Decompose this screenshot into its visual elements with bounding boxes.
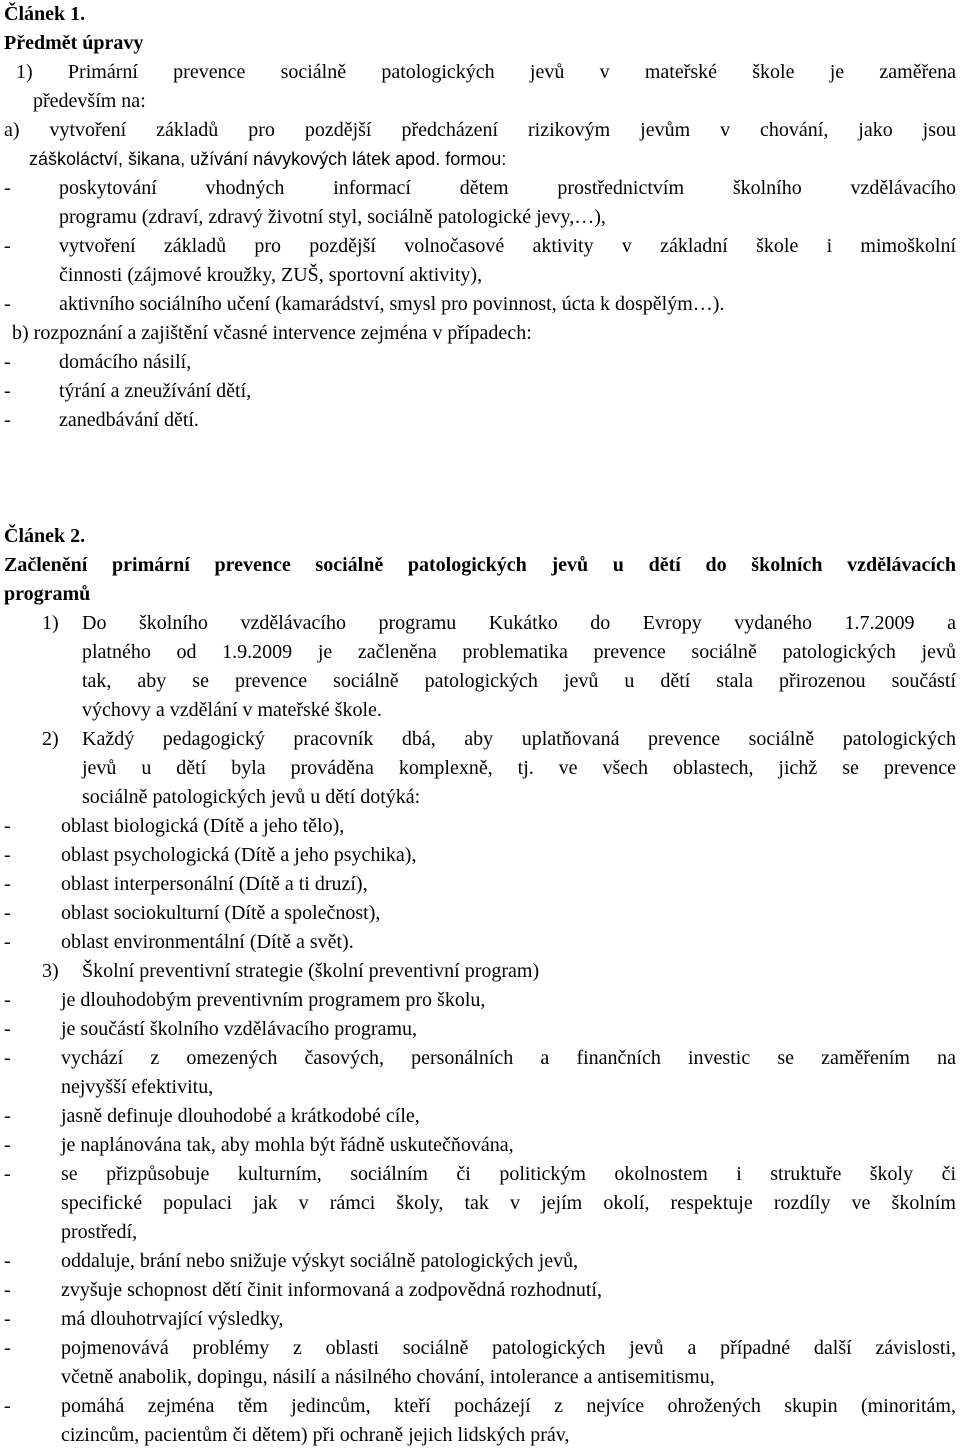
list-dash: - — [4, 177, 11, 199]
paragraph-number: 2) — [42, 728, 59, 750]
item-text-cont: záškoláctví, šikana, užívání návykových látek apod. formou: — [29, 149, 507, 169]
list-dash: - — [4, 1105, 11, 1127]
article-2-paragraph-3 — [4, 957, 956, 986]
list-dash: - — [4, 351, 11, 373]
list-item — [4, 1160, 956, 1247]
item-text: vytvoření základů pro pozdější předcházení rizikovým jevům v chování, jako jsou — [49, 119, 957, 141]
list-item-text: prostředí, — [61, 1221, 138, 1243]
list-dash: - — [4, 293, 11, 315]
document-page — [4, 0, 956, 1450]
paragraph-number: 3) — [42, 960, 59, 982]
article-1-title: Předmět úpravy — [4, 32, 144, 54]
paragraph-text-cont: především na: — [33, 90, 146, 112]
list-item-text: je dlouhodobým preventivním programem pro školu, — [61, 989, 486, 1011]
list-item — [4, 1276, 956, 1305]
list-dash: - — [4, 1337, 11, 1359]
list-item-text: cizincům, pacientům či dětem) při ochraně jejich lidských práv, — [61, 1424, 570, 1446]
list-dash: - — [4, 1163, 11, 1185]
paragraph-text: Primární prevence sociálně patologických jevů v mateřské škole je zaměřena — [67, 61, 957, 83]
article-1-paragraph-1 — [4, 58, 956, 116]
list-item-text: vychází z omezených časových, personálních a finančních investic se zaměřením na — [61, 1047, 956, 1069]
list-item-text: oblast environmentální (Dítě a svět). — [61, 931, 354, 953]
list-item-text: oblast sociokulturní (Dítě a společnost), — [61, 902, 381, 924]
list-item — [4, 174, 956, 232]
paragraph-number: 1) — [16, 61, 33, 83]
list-item-text: týrání a zneužívání dětí, — [59, 380, 252, 402]
list-item-text: se přizpůsobuje kulturním, sociálním či politickým okolnostem i struktuře školy či — [61, 1163, 956, 1185]
paragraph-text: platného od 1.9.2009 je začleněna problematika prevence sociálně patologických jevů — [82, 641, 956, 663]
list-item-text: domácího násilí, — [59, 351, 192, 373]
article-2-strategy-list — [4, 986, 956, 1450]
paragraph-number: 1) — [42, 612, 59, 634]
article-2-paragraph-1 — [4, 609, 956, 725]
list-dash: - — [4, 989, 11, 1011]
list-item-text: poskytování vhodných informací dětem prostřednictvím školního vzdělávacího — [59, 177, 956, 199]
list-dash: - — [4, 1250, 11, 1272]
article-2-heading: Článek 2. — [4, 525, 86, 547]
paragraph-text: tak, aby se prevence sociálně patologických jevů u dětí stala přirozenou součástí — [82, 670, 956, 692]
list-item — [4, 899, 956, 928]
article-1-heading: Článek 1. — [4, 3, 86, 25]
paragraph-text: jevů u dětí byla prováděna komplexně, tj. ve všech oblastech, jichž se prevence — [82, 757, 956, 779]
article-1-item-a — [4, 116, 956, 174]
list-dash: - — [4, 931, 11, 953]
list-item — [4, 1247, 956, 1276]
list-item — [4, 1131, 956, 1160]
list-item — [4, 870, 956, 899]
list-item-text: programu (zdraví, zdravý životní styl, sociálně patologické jevy,…), — [59, 206, 606, 228]
article-2-title: Začlenění primární prevence sociálně patologických jevů u dětí do školních vzdělávacích — [4, 554, 956, 576]
list-item-text: zanedbávání dětí. — [59, 409, 199, 431]
list-dash: - — [4, 1395, 11, 1417]
list-item — [4, 1305, 956, 1334]
list-dash: - — [4, 409, 11, 431]
paragraph-text: Každý pedagogický pracovník dbá, aby uplatňovaná prevence sociálně patologických — [82, 728, 956, 750]
list-dash: - — [4, 873, 11, 895]
list-item-text: oblast psychologická (Dítě a jeho psychika), — [61, 844, 417, 866]
list-item — [4, 232, 956, 290]
list-item-text: pojmenovává problémy z oblasti sociálně patologických jevů a případné další závislosti, — [61, 1337, 956, 1359]
list-dash: - — [4, 902, 11, 924]
list-item — [4, 377, 956, 406]
list-item-text: vytvoření základů pro pozdější volnočasové aktivity v základní škole i mimoškolní — [59, 235, 956, 257]
list-item — [4, 406, 956, 435]
article-1-list-1 — [4, 174, 956, 319]
item-mark: a) — [4, 119, 20, 141]
list-item-text: aktivního sociálního učení (kamarádství, smysl pro povinnost, úcta k dospělým…). — [59, 293, 725, 315]
article-2-areas-list — [4, 812, 956, 957]
list-dash: - — [4, 380, 11, 402]
list-item — [4, 1392, 956, 1450]
article-1-list-2 — [4, 348, 956, 435]
list-item — [4, 1102, 956, 1131]
list-item — [4, 1015, 956, 1044]
list-item-text: oddaluje, brání nebo snižuje výskyt sociálně patologických jevů, — [61, 1250, 579, 1272]
list-item-text: specifické populaci jak v rámci školy, tak v jejím okolí, respektuje rozdíly ve školním — [61, 1192, 956, 1214]
list-item-text: je součástí školního vzdělávacího programu, — [61, 1018, 418, 1040]
article-2-title-cont: programů — [4, 583, 91, 605]
list-item — [4, 1044, 956, 1102]
section-gap — [4, 435, 956, 522]
paragraph-text: Do školního vzdělávacího programu Kukátko do Evropy vydaného 1.7.2009 a — [82, 612, 956, 634]
list-item — [4, 348, 956, 377]
article-1-item-b: b) rozpoznání a zajištění včasné intervence zejména v případech: — [12, 322, 532, 344]
paragraph-text: Školní preventivní strategie (školní preventivní program) — [82, 960, 540, 982]
list-item-text: jasně definuje dlouhodobé a krátkodobé cíle, — [61, 1105, 420, 1127]
list-dash: - — [4, 1134, 11, 1156]
article-2-paragraph-2 — [4, 725, 956, 812]
paragraph-text: výchovy a vzdělání v mateřské škole. — [82, 699, 382, 721]
list-item — [4, 1334, 956, 1392]
list-item — [4, 290, 956, 319]
list-item-text: má dlouhotrvající výsledky, — [61, 1308, 284, 1330]
list-item-text: včetně anabolik, dopingu, násilí a násilného chování, intolerance a antisemitismu, — [61, 1366, 715, 1388]
list-dash: - — [4, 1018, 11, 1040]
list-item-text: oblast biologická (Dítě a jeho tělo), — [61, 815, 345, 837]
list-item-text: činnosti (zájmové kroužky, ZUŠ, sportovní aktivity), — [59, 264, 483, 286]
paragraph-text: sociálně patologických jevů u dětí dotýká: — [82, 786, 421, 808]
list-item — [4, 812, 956, 841]
list-item — [4, 928, 956, 957]
list-dash: - — [4, 1047, 11, 1069]
list-item-text: je naplánována tak, aby mohla být řádně uskutečňována, — [61, 1134, 514, 1156]
list-dash: - — [4, 844, 11, 866]
list-item-text: pomáhá zejména těm jedincům, kteří pocházejí z nejvíce ohrožených skupin (minoritám, — [61, 1395, 956, 1417]
list-item — [4, 841, 956, 870]
list-item-text: zvyšuje schopnost dětí činit informovaná a zodpovědná rozhodnutí, — [61, 1279, 602, 1301]
list-dash: - — [4, 1279, 11, 1301]
list-item-text: oblast interpersonální (Dítě a ti druzí), — [61, 873, 368, 895]
list-item — [4, 986, 956, 1015]
list-dash: - — [4, 235, 11, 257]
list-dash: - — [4, 1308, 11, 1330]
list-item-text: nejvyšší efektivitu, — [61, 1076, 214, 1098]
list-dash: - — [4, 815, 11, 837]
